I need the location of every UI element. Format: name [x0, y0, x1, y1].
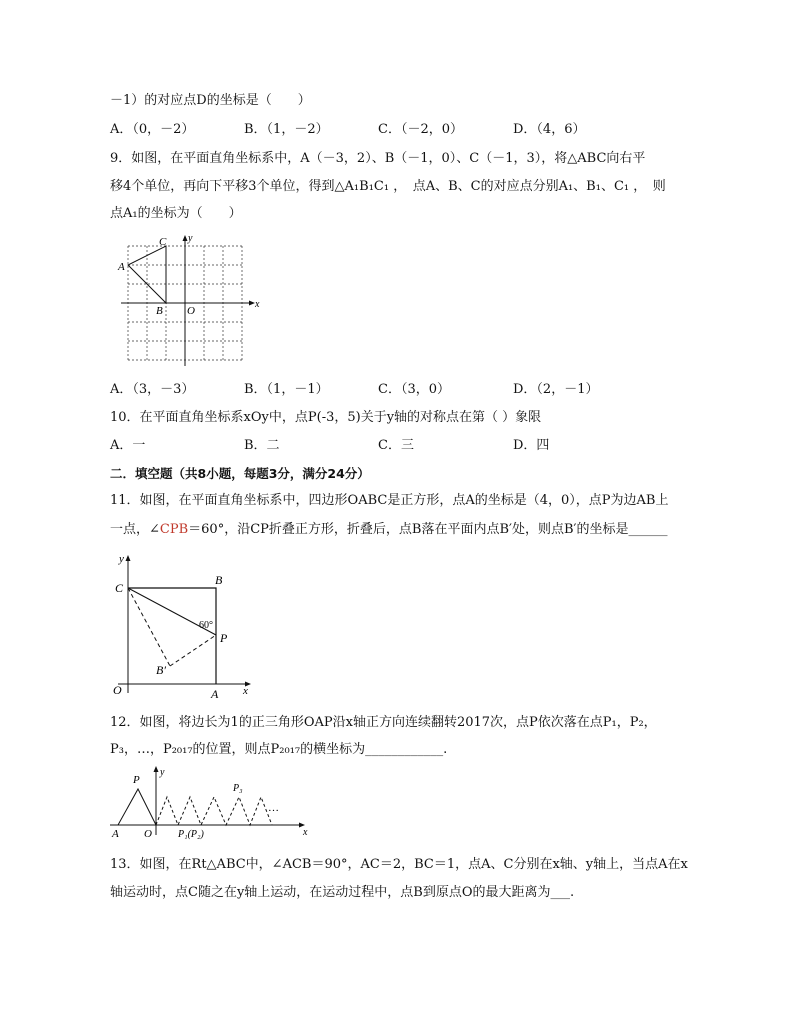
label-b-prime: B′ — [156, 663, 166, 677]
q10-option-c: C．三 — [378, 438, 414, 453]
y-axis-arrow — [126, 555, 131, 561]
label-c: C — [115, 581, 124, 595]
label-c: C — [159, 236, 167, 248]
q11-line1: 11．如图，在平面直角坐标系中，四边形OABC是正方形，点A的坐标是（4，0），点P为边AB上 — [110, 493, 669, 508]
q8-option-b: B．（1，－2） — [244, 122, 329, 137]
q9-line2: 移4个单位，再向下平移3个单位，得到△A₁B₁C₁ ， 点A、B、C的对应点分别A₁、B₁、C₁ ， 则 — [110, 179, 666, 194]
rolled-triangles — [156, 797, 272, 825]
q10-text: 10．在平面直角坐标系xOy中，点P(-3，5)关于y轴的对称点在第（ ）象限 — [110, 410, 542, 425]
q9-option-b: B．（1，－1） — [244, 382, 329, 397]
q8-text: －1）的对应点D的坐标是（ ） — [110, 93, 311, 108]
q11-line2 — [110, 521, 667, 539]
q10-option-a: A．一 — [110, 438, 146, 453]
q9-line1: 9．如图，在平面直角坐标系中，A（－3，2）、B（－1，0）、C（－1，3），将△ABC向右平 — [110, 151, 646, 166]
label-a: A — [211, 687, 219, 700]
q9-option-a: A．（3，－3） — [110, 382, 195, 397]
label-y: y — [160, 767, 165, 778]
label-p: P — [220, 631, 228, 645]
label-o: O — [113, 683, 122, 697]
q8-option-a: A．（0，－2） — [110, 122, 195, 137]
label-y: y — [119, 553, 124, 565]
q11-line2-pre: 一点，∠ — [110, 522, 160, 537]
label-p: P — [133, 774, 140, 786]
label-x: x — [255, 299, 260, 310]
q11-angle-name: CPB — [159, 522, 189, 537]
q8-option-d: D．（4，6） — [513, 122, 586, 137]
label-x: x — [243, 685, 248, 697]
q13-line2: 轴运动时，点C随之在y轴上运动，在运动过程中，点B到原点O的最大距离为___. — [110, 885, 575, 900]
q9-option-c: C．（3，0） — [378, 382, 450, 397]
q11-line2-post: ＝60°，沿CP折叠正方形，折叠后，点B落在平面内点B′处，则点B′的坐标是______ — [188, 522, 668, 537]
q12-line2: P₃，…，P₂₀₁₇的位置，则点P₂₀₁₇的横坐标为____________. — [110, 742, 448, 757]
q12-line1: 12．如图，将边长为1的正三角形OAP沿x轴正方向连续翻转2017次，点P依次落在点P₁，P₂， — [110, 715, 657, 730]
q8-option-c: C．（－2，0） — [378, 122, 463, 137]
q12-figure — [108, 763, 313, 841]
label-b: B — [215, 573, 223, 587]
label-p1p2: P₁(P₂) — [178, 829, 204, 840]
label-x: x — [303, 827, 308, 838]
q9-option-d: D．（2，－1） — [513, 382, 599, 397]
label-a: A — [118, 261, 125, 273]
y-axis-arrow — [183, 235, 188, 241]
label-dots: … — [268, 802, 279, 814]
q9-figure — [115, 232, 265, 367]
q13-line1: 13．如图，在Rt△ABC中，∠ACB＝90°，AC＝2，BC＝1，点A、C分别在x轴、y轴上，当点A在x — [110, 857, 688, 872]
section-heading: 二．填空题（共8小题，每题3分，满分24分） — [110, 466, 370, 481]
label-p3: P₃ — [233, 783, 243, 794]
segment-b-prime-p — [170, 635, 216, 666]
label-a: A — [112, 828, 119, 840]
q10-option-d: D．四 — [513, 438, 550, 453]
label-o: O — [187, 305, 195, 317]
square-oabc — [128, 588, 216, 684]
label-o: O — [144, 828, 152, 840]
label-angle: 60° — [199, 620, 213, 631]
label-b: B — [156, 305, 163, 317]
q11-figure — [110, 550, 260, 700]
q9-line3: 点A₁的坐标为（ ） — [110, 206, 242, 221]
triangle-oap — [118, 789, 156, 825]
q10-option-b: B．二 — [244, 438, 280, 453]
y-axis-arrow — [154, 766, 159, 772]
label-y: y — [188, 233, 193, 244]
